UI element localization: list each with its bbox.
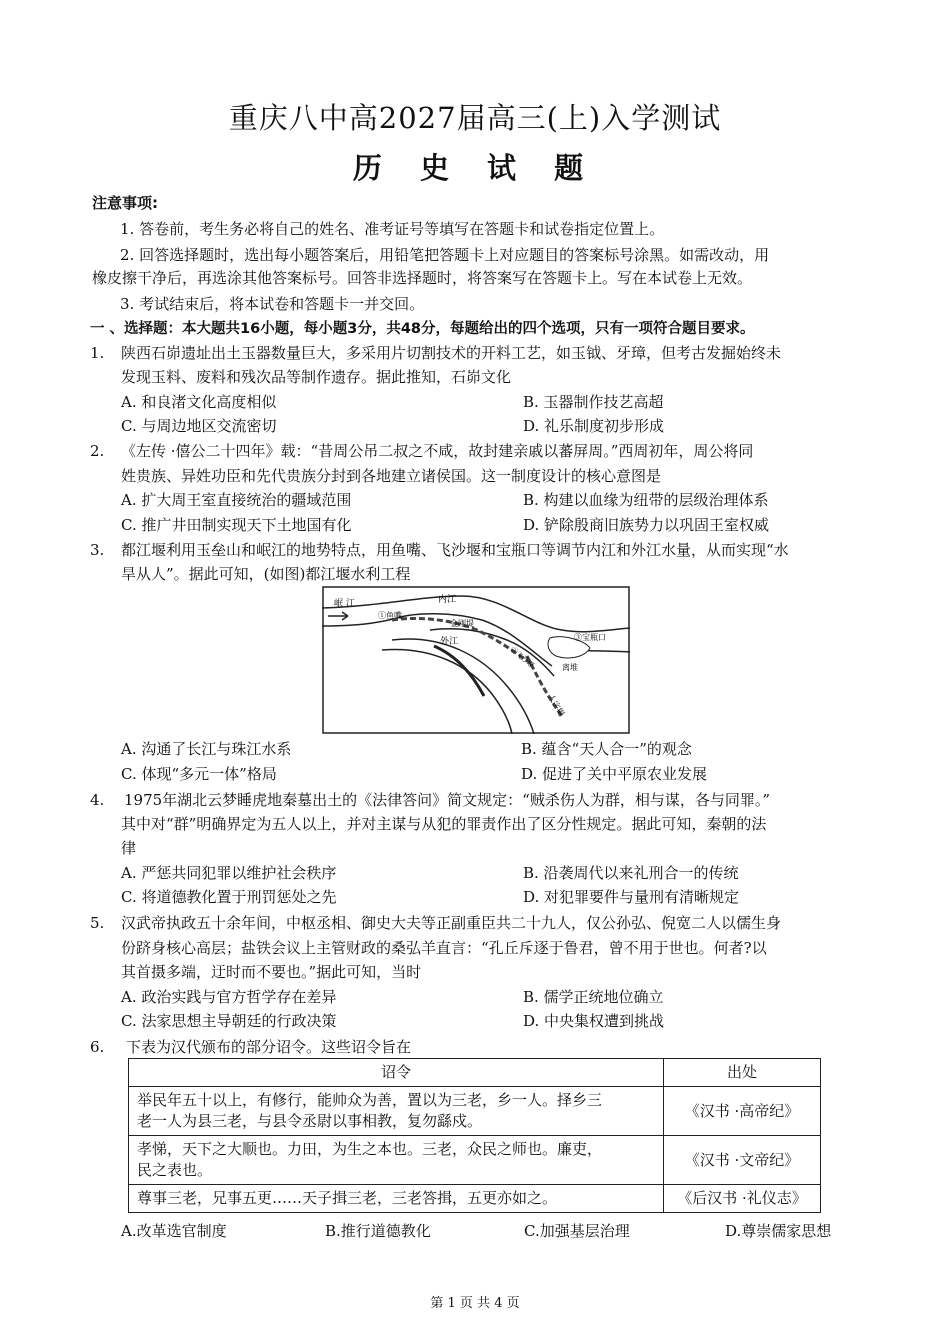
question-stem: 姓贵族、异姓功臣和先代贵族分封到各地建立诸侯国。这一制度设计的核心意图是: [121, 467, 662, 485]
option-b[interactable]: B. 沿袭周代以来礼刑合一的传统: [523, 864, 739, 882]
option-a[interactable]: A. 和良渚文化高度相似: [121, 393, 277, 411]
option-b[interactable]: B. 蕴含“天人合一”的观念: [521, 740, 692, 758]
option-b[interactable]: B. 构建以血缘为纽带的层级治理体系: [523, 491, 769, 509]
question-stem: 其中对“群”明确界定为五人以上，并对主谋与从犯的罪责作出了区分性规定。据此可知，秦朝的法: [121, 815, 767, 833]
question-stem: 汉武帝执政五十余年间，中枢丞相、御史大夫等正副重臣共二十九人，仅公孙弘、倪宽二人以儒生身: [121, 914, 782, 932]
dujiangyan-map: [322, 586, 630, 734]
table-cell-edict: [129, 1185, 664, 1213]
question-number: 5.: [90, 914, 105, 932]
question-number: 3.: [90, 541, 105, 559]
table-cell-source: 《汉书 ·文帝纪》: [664, 1136, 821, 1185]
table-header: 出处: [664, 1059, 821, 1087]
option-c[interactable]: C. 将道德教化置于刑罚惩处之先: [121, 888, 337, 906]
map-label-baopingkou: ③宝瓶口: [574, 633, 606, 642]
option-a[interactable]: A.改革选官制度: [121, 1222, 227, 1240]
edict-line: 民之表也。: [137, 1161, 213, 1179]
option-d[interactable]: D.尊崇儒家思想: [725, 1222, 832, 1240]
map-label-minjiang: 岷 江: [334, 599, 355, 609]
map-label-yuzui: ①鱼嘴: [378, 611, 402, 620]
question-stem: 其首摄多端，迂时而不要也。”据此可知，当时: [121, 963, 422, 981]
option-a[interactable]: A. 沟通了长江与珠江水系: [121, 740, 292, 758]
map-label-waijiang: 外江: [440, 637, 459, 647]
notice-item: 2. 回答选择题时，选出每小题答案后，用铅笔把答题卡上对应题目的答案标号涂黑。如需改动，用: [120, 246, 770, 264]
option-a[interactable]: A. 政治实践与官方哲学存在差异: [121, 988, 337, 1006]
map-label-neijiang: 内江: [438, 595, 457, 605]
edict-line: 老一人为县三老，与县令丞尉以事相教，复勿繇戍。: [137, 1112, 483, 1130]
table-row: [129, 1087, 821, 1136]
question-stem: 《左传 ·僖公二十四年》载：“昔周公吊二叔之不咸，故封建亲戚以蕃屏周。”西周初年，周公将同: [121, 442, 754, 460]
table-cell-edict: [129, 1087, 664, 1136]
option-b[interactable]: B.推行道德教化: [325, 1222, 431, 1240]
map-label-feishayan: ②飞沙堰: [508, 645, 536, 670]
question-number: 1.: [90, 344, 105, 362]
option-c[interactable]: C. 推广井田制实现天下土地国有化: [121, 516, 352, 534]
question-number: 4.: [90, 791, 105, 809]
table-cell-edict: [129, 1136, 664, 1185]
edict-line: 举民年五十以上，有修行，能帅众为善，置以为三老，乡一人。择乡三: [137, 1091, 603, 1109]
question-stem: 旱从人”。据此可知，(如图)都江堰水利工程: [121, 565, 411, 583]
option-b[interactable]: B. 儒学正统地位确立: [523, 988, 664, 1006]
question-stem: 下表为汉代颁布的部分诏令。这些诏令旨在: [126, 1038, 412, 1056]
table-row: [129, 1136, 821, 1185]
question-stem: 律: [121, 839, 137, 857]
option-d[interactable]: D. 中央集权遭到挑战: [523, 1012, 665, 1030]
question-number: 6.: [90, 1038, 105, 1056]
option-c[interactable]: C. 与周边地区交流密切: [121, 417, 277, 435]
table-header-row: [129, 1059, 821, 1087]
option-d[interactable]: D. 铲除殷商旧族势力以巩固王室权威: [523, 516, 770, 534]
edicts-table: [128, 1058, 821, 1213]
map-label-lidui: 离堆: [562, 663, 578, 672]
option-a[interactable]: A. 严惩共同犯罪以维护社会秩序: [121, 864, 337, 882]
question-number: 2.: [90, 442, 105, 460]
exam-title: 重庆八中高2027届高三(上)入学测试: [228, 101, 722, 135]
notice-heading: 注意事项:: [92, 194, 158, 212]
option-d[interactable]: D. 对犯罪要件与量刑有清晰规定: [523, 888, 740, 906]
option-c[interactable]: C. 体现“多元一体”格局: [121, 765, 277, 783]
question-stem: 份跻身核心高层；盐铁会议上主管财政的桑弘羊直言：“孔丘斥逐于鲁君，曾不用于世也。何者?以: [121, 939, 767, 957]
question-stem: 发现玉料、废料和残次品等制作遗存。据此推知，石峁文化: [121, 368, 512, 386]
edict-line: 孝悌，天下之大顺也。力田，为生之本也。三老，众民之师也。廉吏，: [137, 1140, 603, 1158]
option-c[interactable]: C. 法家思想主导朝廷的行政决策: [121, 1012, 337, 1030]
section-header: 一 、选择题：本大题共16小题，每小题3分，共48分，每题给出的四个选项，只有一项符合题目要求。: [90, 321, 755, 337]
notice-item: 1. 答卷前，考生务必将自己的姓名、准考证号等填写在答题卡和试卷指定位置上。: [120, 220, 665, 238]
map-label-renzidi: 人字堤: [546, 692, 567, 718]
option-a[interactable]: A. 扩大周王室直接统治的疆域范围: [121, 491, 352, 509]
edict-line: 尊事三老，兄事五更……天子揖三老，三老答揖，五更亦如之。: [137, 1189, 558, 1207]
question-stem: 1975年湖北云梦睡虎地秦墓出土的《法律答问》简文规定：“贼杀伤人为群，相与谋，各与同罪。”: [124, 791, 771, 809]
option-b[interactable]: B. 玉器制作技艺高超: [523, 393, 664, 411]
table-row: [129, 1185, 821, 1213]
map-label-jingangdi: 金刚堤: [450, 619, 474, 628]
option-d[interactable]: D. 促进了关中平原农业发展: [521, 765, 708, 783]
question-stem: 都江堰利用玉垒山和岷江的地势特点，用鱼嘴、飞沙堰和宝瓶口等调节内江和外江水量，从而实现“水: [121, 541, 789, 559]
option-c[interactable]: C.加强基层治理: [524, 1222, 630, 1240]
question-stem: 陕西石峁遗址出土玉器数量巨大，多采用片切割技术的开料工艺，如玉钺、牙璋，但考古发掘始终未: [121, 344, 782, 362]
notice-item: 3. 考试结束后，将本试卷和答题卡一并交回。: [120, 295, 425, 313]
notice-item: 橡皮擦干净后，再选涂其他答案标号。回答非选择题时，将答案写在答题卡上。写在本试卷上无效。: [92, 269, 753, 287]
table-cell-source: 《汉书 ·高帝纪》: [664, 1087, 821, 1136]
table-cell-source: 《后汉书 ·礼仪志》: [664, 1185, 821, 1213]
page-footer: 第 1 页 共 4 页: [430, 1296, 520, 1311]
table-header: 诏令: [129, 1059, 664, 1087]
option-d[interactable]: D. 礼乐制度初步形成: [523, 417, 665, 435]
exam-subtitle: 历 史 试 题: [352, 151, 598, 185]
